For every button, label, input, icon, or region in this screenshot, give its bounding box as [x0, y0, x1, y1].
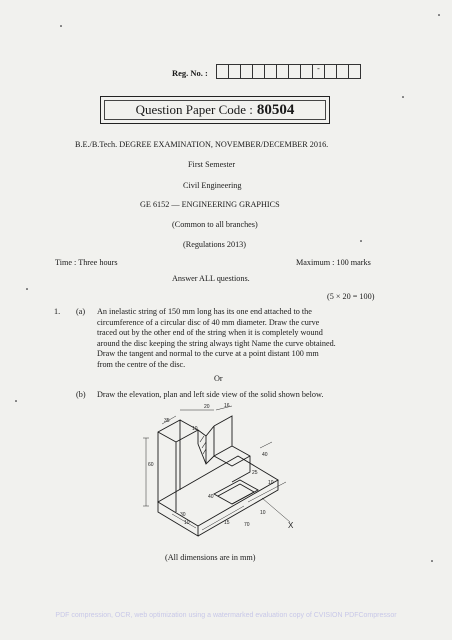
question-number: 1. [54, 307, 61, 316]
part-a-text [97, 307, 336, 371]
reg-no-label: Reg. No. : [172, 68, 208, 78]
dim-label: 35 [164, 418, 170, 424]
dim-label: 60 [148, 462, 154, 468]
part-a-line: around the disc keeping the string always tight Name the curve obtained. [97, 338, 336, 348]
qp-code-value: 80504 [256, 101, 295, 118]
part-a-line: circumference of a circular disc of 40 mm diameter. Draw the curve [97, 317, 320, 327]
part-a-line: Draw the tangent and normal to the curve at a point distant 100 mm [97, 349, 319, 359]
instruction: Answer ALL questions. [172, 274, 250, 283]
qp-code-label: Question Paper Code : [135, 102, 253, 117]
dim-label: 40 [262, 452, 268, 458]
max-marks: Maximum : 100 marks [296, 258, 371, 267]
dim-label: 15 [224, 520, 230, 526]
dim-label: 10 [268, 480, 274, 486]
part-a-line: An inelastic string of 150 mm long has its one end attached to the [97, 307, 312, 316]
figure-caption: (All dimensions are in mm) [165, 553, 256, 562]
dim-label: 20 [204, 404, 210, 410]
scan-speck [15, 400, 17, 402]
dim-label: 10 [184, 520, 190, 526]
watermark-footer: PDF compression, OCR, web optimization using a watermarked evaluation copy of CVISION PDFCompressor [55, 612, 397, 619]
dim-label: 10 [192, 426, 198, 432]
dim-label: 16 [224, 403, 230, 409]
dim-label: 70 [244, 522, 250, 528]
subject-code: GE 6152 — ENGINEERING GRAPHICS [140, 200, 280, 209]
reg-no-boxes[interactable] [217, 64, 361, 79]
scan-speck [431, 560, 433, 562]
part-a-line: traced out by the other end of the string when it is completely wound [97, 328, 323, 338]
semester: First Semester [188, 160, 236, 169]
dim-label: 30 [180, 512, 186, 518]
or-separator: Or [214, 374, 223, 383]
scan-speck [26, 288, 28, 290]
exam-title: B.E./B.Tech. DEGREE EXAMINATION, NOVEMBER/DECEMBER 2016. [75, 140, 329, 149]
axis-x-label: X [288, 521, 294, 530]
scan-speck [360, 240, 362, 242]
part-b-label: (b) [76, 390, 86, 399]
part-a-label: (a) [76, 307, 86, 316]
question-paper-code-box [100, 96, 330, 124]
scan-speck [438, 14, 440, 16]
time-label: Time : Three hours [55, 258, 118, 267]
part-a-line: from the centre of the disc. [97, 359, 186, 369]
isometric-solid-drawing [140, 402, 300, 542]
dim-label: 10 [260, 510, 266, 516]
part-b-text: Draw the elevation, plan and left side view of the solid shown below. [97, 390, 324, 399]
reg-no-box[interactable]: - [312, 64, 325, 79]
regulations: (Regulations 2013) [183, 240, 246, 249]
scan-speck [60, 25, 62, 27]
branch: Civil Engineering [183, 181, 242, 190]
common-note: (Common to all branches) [172, 220, 258, 229]
marks-scheme: (5 × 20 = 100) [327, 292, 375, 301]
scan-speck [402, 96, 404, 98]
dim-label: 25 [252, 470, 258, 476]
reg-no-box[interactable] [348, 64, 361, 79]
dim-label: 40 [208, 494, 214, 500]
